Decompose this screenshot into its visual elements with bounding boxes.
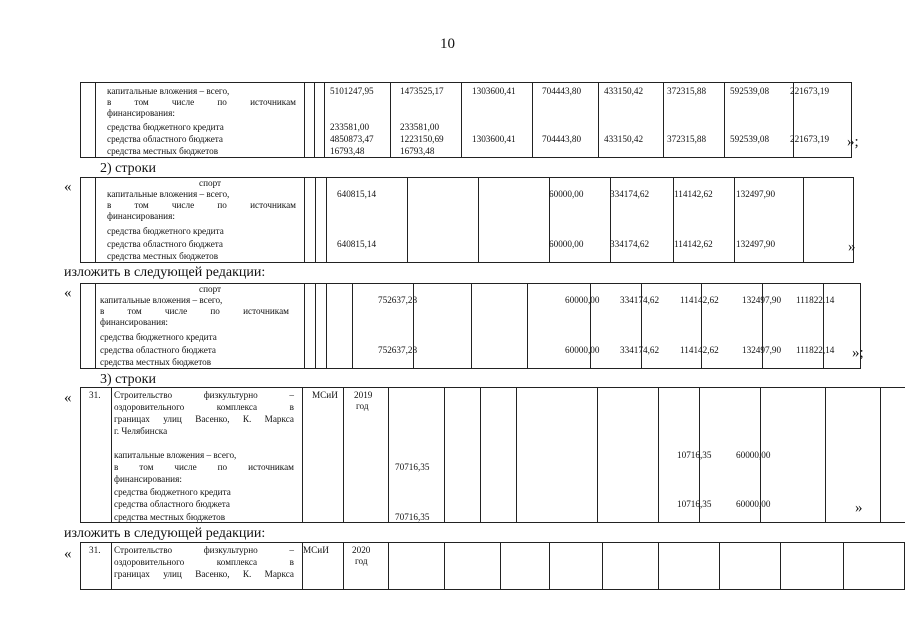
t2-label-incl: в том числе по источникам [107, 200, 296, 210]
t1-label-total: капитальные вложения – всего, [107, 86, 230, 96]
open-quote: « [64, 285, 72, 301]
t1-regional-value: 1223150,69 [400, 134, 444, 144]
t4-label-local: средства местных бюджетов [114, 512, 226, 522]
t5-object-name-line: Строительство физкультурно – [114, 545, 294, 555]
t3-regional-value: 111822,14 [796, 345, 835, 355]
section-heading-new-edition: изложить в следующей редакции: [64, 265, 266, 280]
t2-label-credit: средства бюджетного кредита [107, 226, 224, 236]
t4-local-value: 70716,35 [395, 512, 430, 522]
t4-total-value: 70716,35 [395, 462, 430, 472]
t5-object-name-line: оздоровительного комплекса в [114, 557, 294, 567]
t3-regional-value: 132497,90 [742, 345, 782, 355]
t3-label-regional: средства областного бюджета [100, 345, 216, 355]
t1-local-value: 16793,48 [330, 146, 365, 156]
t1-total-value: 1303600,41 [472, 86, 516, 96]
t4-regional-value: 10716,35 [677, 499, 712, 509]
t3-total-value: 111822.14 [796, 295, 835, 305]
t4-regional-value: 60000,00 [736, 499, 771, 509]
t4-total-value: 60000,00 [736, 450, 771, 460]
t4-object-name-line: оздоровительного комплекса в [114, 402, 294, 412]
t2-regional-value: 114142,62 [674, 239, 713, 249]
t3-header-sport: спорт [199, 284, 222, 294]
t2-total-value: 132497,90 [736, 189, 776, 199]
open-quote: « [64, 179, 72, 195]
t3-label-local: средства местных бюджетов [100, 357, 212, 367]
t1-label-local: средства местных бюджетов [107, 146, 219, 156]
close-quote: »; [852, 345, 864, 361]
section-heading-new-edition: изложить в следующей редакции: [64, 526, 266, 541]
t1-label-incl: в том числе по источникам [107, 97, 296, 107]
t1-local-value: 16793,48 [400, 146, 435, 156]
t3-total-value: 60000,00 [565, 295, 600, 305]
t4-org: МСиИ [312, 390, 338, 400]
t1-credit-value: 233581,00 [330, 122, 370, 132]
t2-label-total: капитальные вложения – всего, [107, 189, 230, 199]
t1-total-value: 5101247,95 [330, 86, 374, 96]
t3-regional-value: 752637,28 [378, 345, 418, 355]
t5-org: МСиИ [303, 545, 329, 555]
t5-year: 2020 [352, 545, 371, 555]
t2-label-local: средства местных бюджетов [107, 251, 219, 261]
t2-regional-value: 132497,90 [736, 239, 776, 249]
t1-credit-value: 233581,00 [400, 122, 440, 132]
t1-regional-value: 592539,08 [730, 134, 770, 144]
t1-total-value: 433150,42 [604, 86, 644, 96]
t2-regional-value: 640815,14 [337, 239, 377, 249]
t2-label-fin: финансирования: [107, 211, 175, 221]
t4-label-fin: финансирования: [114, 474, 182, 484]
t1-regional-value: 433150,42 [604, 134, 644, 144]
t1-total-value: 221673,19 [790, 86, 830, 96]
t1-total-value: 704443,80 [542, 86, 582, 96]
page-number: 10 [440, 36, 455, 52]
t4-year-suffix: год [356, 401, 369, 411]
t3-total-value: 334174,62 [620, 295, 660, 305]
t3-regional-value: 114142,62 [680, 345, 719, 355]
close-quote: » [848, 239, 856, 255]
t2-header-sport: спорт [199, 178, 222, 188]
t3-label-incl: в том числе по источникам [100, 306, 289, 316]
t4-object-name-line: границах улиц Васенко, К. Маркса [114, 414, 294, 424]
t2-total-value: 114142,62 [674, 189, 713, 199]
t1-label-credit: средства бюджетного кредита [107, 122, 224, 132]
t4-year: 2019 [354, 390, 373, 400]
t5-object-name-line: границах улиц Васенко, К. Маркса [114, 569, 294, 579]
t3-total-value: 752637,28 [378, 295, 418, 305]
t3-total-value: 114142,62 [680, 295, 719, 305]
t1-total-value: 372315,88 [667, 86, 707, 96]
section-heading-rows-2: 2) строки [100, 161, 156, 176]
t4-object-name-line: г. Челябинска [114, 426, 168, 436]
t2-regional-value: 60000,00 [549, 239, 584, 249]
t5-year-suffix: год [355, 556, 368, 566]
close-quote: » [855, 500, 863, 516]
t1-regional-value: 372315,88 [667, 134, 707, 144]
open-quote: « [64, 390, 72, 406]
t4-object-name-line: Строительство физкультурно – [114, 390, 294, 400]
t4-label-regional: средства областного бюджета [114, 499, 230, 509]
t2-regional-value: 334174,62 [610, 239, 650, 249]
t3-total-value: 132497,90 [742, 295, 782, 305]
t3-label-credit: средства бюджетного кредита [100, 332, 217, 342]
t4-total-value: 10716,35 [677, 450, 712, 460]
t1-regional-value: 704443,80 [542, 134, 582, 144]
open-quote: « [64, 546, 72, 562]
t3-regional-value: 334174,62 [620, 345, 660, 355]
t4-label-credit: средства бюджетного кредита [114, 487, 231, 497]
t1-regional-value: 1303600,41 [472, 134, 516, 144]
t1-total-value: 592539,08 [730, 86, 770, 96]
t3-label-total: капитальные вложения – всего, [100, 295, 223, 305]
t1-label-fin: финансирования: [107, 108, 175, 118]
close-quote: »; [847, 134, 859, 150]
t3-regional-value: 60000,00 [565, 345, 600, 355]
t2-total-value: 640815,14 [337, 189, 377, 199]
t1-label-regional: средства областного бюджета [107, 134, 223, 144]
t2-total-value: 60000,00 [549, 189, 584, 199]
t1-regional-value: 221673,19 [790, 134, 830, 144]
t2-total-value: 334174,62 [610, 189, 650, 199]
t2-label-regional: средства областного бюджета [107, 239, 223, 249]
t1-total-value: 1473525,17 [400, 86, 444, 96]
t1-regional-value: 4850873,47 [330, 134, 374, 144]
t4-label-incl: в том числе по источникам [114, 462, 294, 472]
t4-row-number: 31. [89, 390, 101, 400]
t5-row-number: 31. [89, 545, 101, 555]
t3-label-fin: финансирования: [100, 317, 168, 327]
t4-label-total: капитальные вложения – всего, [114, 450, 237, 460]
section-heading-rows-3: 3) строки [100, 372, 156, 387]
